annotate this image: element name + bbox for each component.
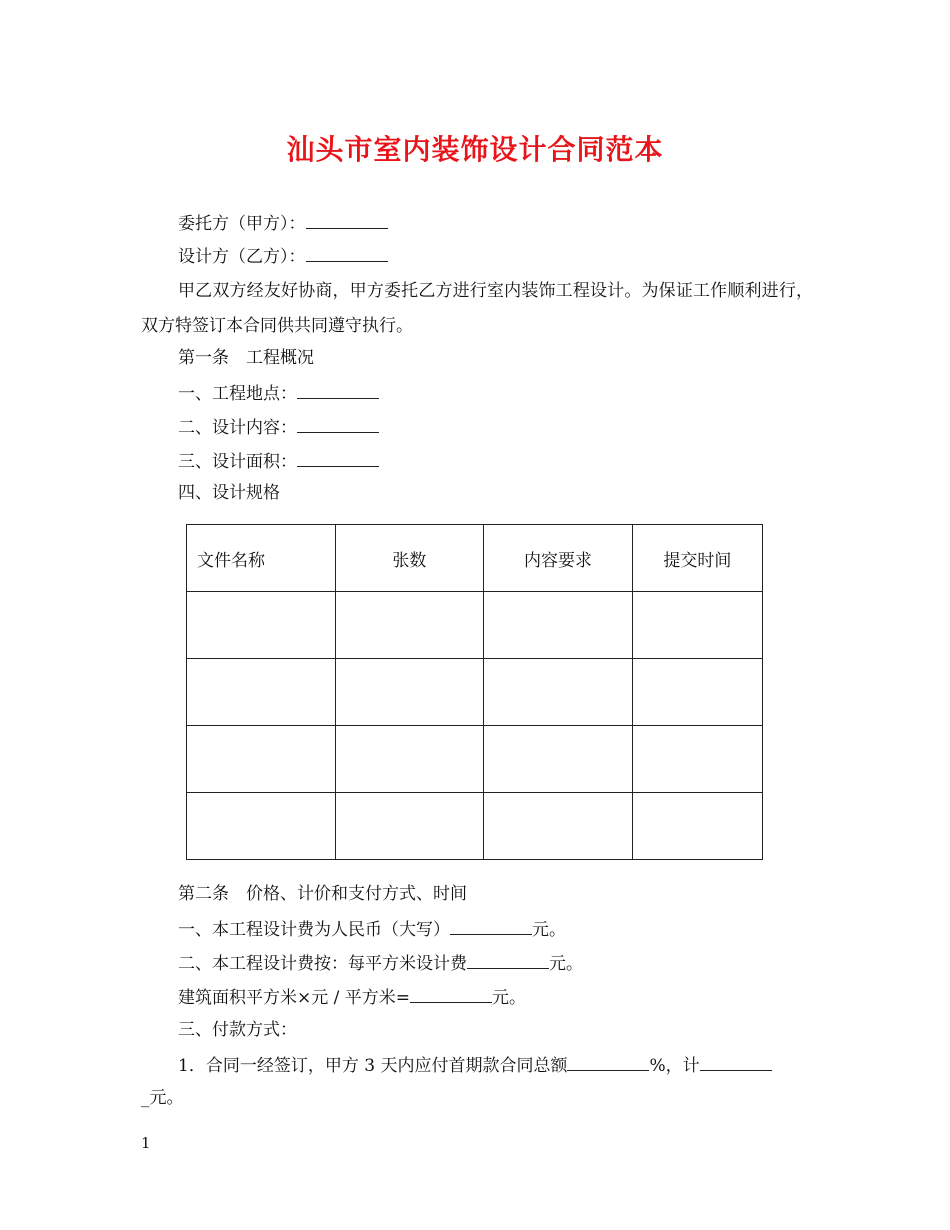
payment1-line xyxy=(178,1052,772,1078)
table-cell xyxy=(187,592,336,659)
table-cell xyxy=(335,659,484,726)
designer-label: 设计方（乙方）： xyxy=(178,247,306,267)
intro-paragraph: 甲乙双方经友好协商，甲方委托乙方进行室内装饰工程设计。为保证工作顺利进行，双方特签订本合同供共同遵守执行。 xyxy=(141,281,813,336)
page-number: 1 xyxy=(141,1134,151,1152)
payment1-tail: _元。 xyxy=(141,1088,184,1108)
area-formula-unit: 元。 xyxy=(492,988,527,1008)
table-row xyxy=(187,726,763,793)
table-cell xyxy=(187,793,336,860)
unit-rate-line xyxy=(178,950,583,976)
unit-rate-blank xyxy=(467,950,549,969)
table-row xyxy=(187,659,763,726)
design-fee-label: 一、本工程设计费为人民币（大写） xyxy=(178,920,450,940)
table-cell xyxy=(335,726,484,793)
client-label: 委托方（甲方）： xyxy=(178,214,306,234)
area-formula-blank xyxy=(410,984,492,1003)
table-cell xyxy=(335,793,484,860)
area-formula-line xyxy=(178,984,526,1010)
article1-heading: 第一条 工程概况 xyxy=(178,348,314,368)
table-cell xyxy=(484,726,633,793)
payment1-mid: %，计 xyxy=(649,1056,700,1076)
design-spec-heading: 四、设计规格 xyxy=(178,483,280,503)
table-cell xyxy=(632,659,762,726)
document-title: 汕头市室内装饰设计合同范本 xyxy=(286,133,664,166)
design-area-line xyxy=(178,448,379,474)
design-fee-line xyxy=(178,916,566,942)
project-location-label: 一、工程地点： xyxy=(178,384,297,404)
table-cell xyxy=(632,592,762,659)
design-content-blank xyxy=(297,414,379,433)
design-spec-table xyxy=(186,524,763,860)
table-cell xyxy=(187,726,336,793)
unit-rate-unit: 元。 xyxy=(549,954,583,974)
unit-rate-label: 二、本工程设计费按：每平方米设计费 xyxy=(178,954,467,974)
design-area-label: 三、设计面积： xyxy=(178,452,297,472)
client-blank xyxy=(306,210,388,229)
header-submit-time: 提交时间 xyxy=(632,525,762,592)
design-fee-unit: 元。 xyxy=(532,920,566,940)
header-content-req: 内容要求 xyxy=(484,525,633,592)
project-location-line xyxy=(178,380,379,406)
payment1-amount-blank xyxy=(700,1052,772,1071)
header-sheet-count: 张数 xyxy=(335,525,484,592)
design-content-label: 二、设计内容： xyxy=(178,418,297,438)
table-row xyxy=(187,592,763,659)
table-row xyxy=(187,793,763,860)
table-cell xyxy=(632,726,762,793)
table-cell xyxy=(484,592,633,659)
designer-line xyxy=(178,243,388,269)
table-cell xyxy=(187,659,336,726)
design-area-blank xyxy=(297,448,379,467)
table-cell xyxy=(632,793,762,860)
article2-heading: 第二条 价格、计价和支付方式、时间 xyxy=(178,884,467,904)
table-cell xyxy=(484,659,633,726)
client-line xyxy=(178,210,388,236)
table-cell xyxy=(484,793,633,860)
payment1-label: 1．合同一经签订，甲方 3 天内应付首期款合同总额 xyxy=(178,1056,568,1076)
designer-blank xyxy=(306,243,388,262)
area-formula-label: 建筑面积平方米×元 / 平方米= xyxy=(178,988,411,1008)
payment1-percent-blank xyxy=(567,1052,649,1071)
project-location-blank xyxy=(297,380,379,399)
design-fee-blank xyxy=(450,916,532,935)
table-cell xyxy=(335,592,484,659)
design-content-line xyxy=(178,414,379,440)
payment-heading: 三、付款方式： xyxy=(178,1020,297,1040)
header-file-name: 文件名称 xyxy=(187,525,336,592)
table-header-row xyxy=(187,525,763,592)
